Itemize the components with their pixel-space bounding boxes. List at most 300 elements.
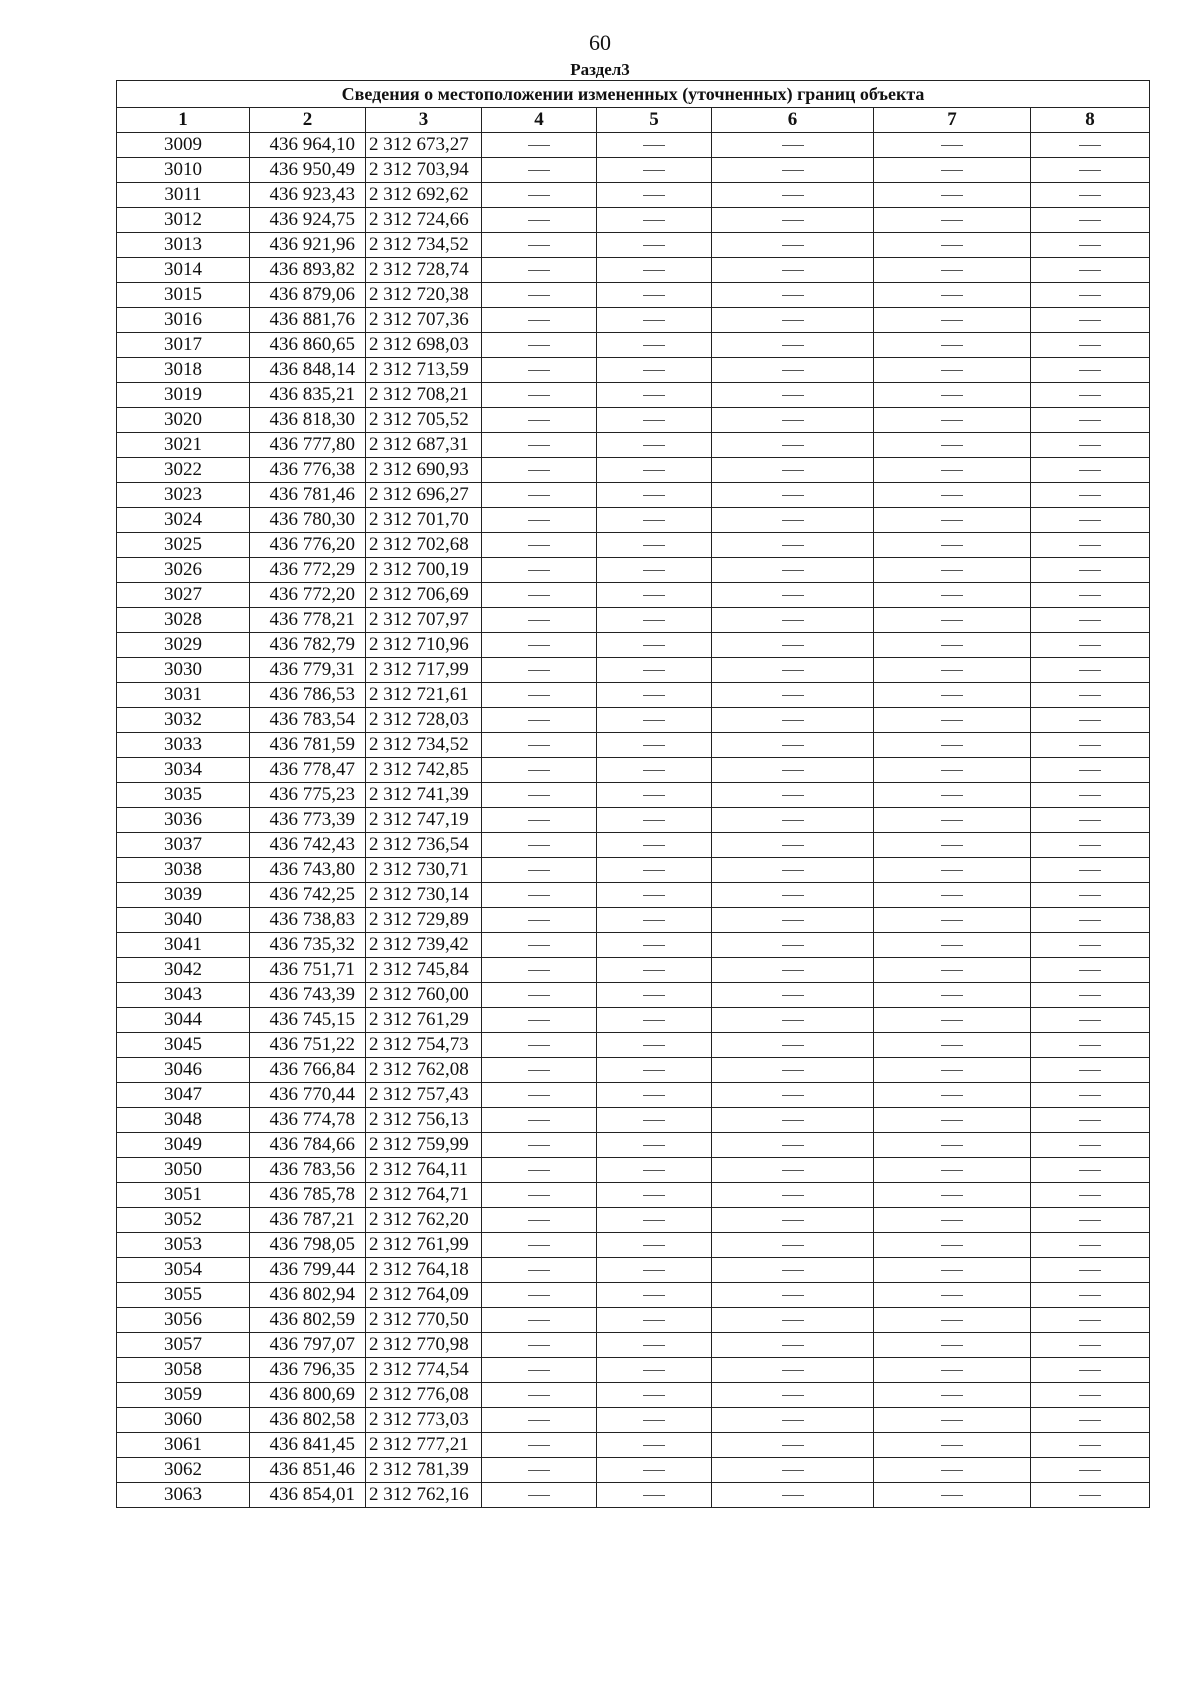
x-coordinate-cell: 436 797,07: [250, 1333, 366, 1358]
table-row: [117, 483, 1150, 508]
empty-cell: [1031, 1408, 1150, 1433]
y-coordinate-cell: 2 312 747,19: [366, 808, 482, 833]
dash-mark: [528, 1495, 550, 1496]
table-row: [117, 908, 1150, 933]
x-coordinate-cell: 436 881,76: [250, 308, 366, 333]
dash-mark: [782, 1470, 804, 1471]
empty-cell: [712, 133, 874, 158]
y-coordinate-cell: 2 312 745,84: [366, 958, 482, 983]
dash-mark: [941, 195, 963, 196]
empty-cell: [712, 183, 874, 208]
point-number-cell: 3026: [117, 558, 250, 583]
dash-mark: [528, 445, 550, 446]
dash-mark: [1079, 520, 1101, 521]
dash-mark: [528, 620, 550, 621]
empty-cell: [482, 208, 597, 233]
empty-cell: [712, 908, 874, 933]
x-coordinate-cell: 436 751,22: [250, 1033, 366, 1058]
dash-mark: [528, 1295, 550, 1296]
empty-cell: [874, 983, 1031, 1008]
table-row: [117, 1333, 1150, 1358]
dash-mark: [643, 1495, 665, 1496]
empty-cell: [482, 683, 597, 708]
empty-cell: [712, 1283, 874, 1308]
x-coordinate-cell: 436 879,06: [250, 283, 366, 308]
empty-cell: [482, 508, 597, 533]
empty-cell: [482, 583, 597, 608]
empty-cell: [1031, 1133, 1150, 1158]
y-coordinate-cell: 2 312 770,50: [366, 1308, 482, 1333]
dash-mark: [1079, 220, 1101, 221]
empty-cell: [712, 258, 874, 283]
empty-cell: [482, 458, 597, 483]
empty-cell: [874, 1183, 1031, 1208]
dash-mark: [941, 845, 963, 846]
dash-mark: [1079, 1345, 1101, 1346]
y-coordinate-cell: 2 312 730,14: [366, 883, 482, 908]
dash-mark: [782, 170, 804, 171]
empty-cell: [874, 808, 1031, 833]
dash-mark: [1079, 720, 1101, 721]
dash-mark: [643, 1245, 665, 1246]
table-row: [117, 733, 1150, 758]
x-coordinate-cell: 436 751,71: [250, 958, 366, 983]
dash-mark: [643, 745, 665, 746]
point-number-cell: 3058: [117, 1358, 250, 1383]
empty-cell: [597, 208, 712, 233]
dash-mark: [941, 295, 963, 296]
table-caption: Сведения о местоположении измененных (уточненных) границ объекта: [117, 81, 1150, 108]
x-coordinate-cell: 436 778,21: [250, 608, 366, 633]
empty-cell: [1031, 1433, 1150, 1458]
empty-cell: [482, 1008, 597, 1033]
x-coordinate-cell: 436 766,84: [250, 1058, 366, 1083]
dash-mark: [1079, 1495, 1101, 1496]
dash-mark: [528, 920, 550, 921]
dash-mark: [643, 720, 665, 721]
table-row: [117, 333, 1150, 358]
dash-mark: [643, 1170, 665, 1171]
x-coordinate-cell: 436 743,80: [250, 858, 366, 883]
dash-mark: [643, 620, 665, 621]
x-coordinate-cell: 436 777,80: [250, 433, 366, 458]
dash-mark: [941, 245, 963, 246]
empty-cell: [1031, 1208, 1150, 1233]
empty-cell: [1031, 1233, 1150, 1258]
point-number-cell: 3057: [117, 1333, 250, 1358]
y-coordinate-cell: 2 312 705,52: [366, 408, 482, 433]
y-coordinate-cell: 2 312 696,27: [366, 483, 482, 508]
empty-cell: [712, 1358, 874, 1383]
dash-mark: [941, 1470, 963, 1471]
dash-mark: [941, 770, 963, 771]
empty-cell: [1031, 183, 1150, 208]
empty-cell: [712, 1308, 874, 1333]
dash-mark: [1079, 195, 1101, 196]
table-row: [117, 533, 1150, 558]
table-row: [117, 458, 1150, 483]
dash-mark: [782, 995, 804, 996]
point-number-cell: 3051: [117, 1183, 250, 1208]
empty-cell: [482, 483, 597, 508]
x-coordinate-cell: 436 742,25: [250, 883, 366, 908]
empty-cell: [874, 833, 1031, 858]
empty-cell: [482, 133, 597, 158]
point-number-cell: 3046: [117, 1058, 250, 1083]
y-coordinate-cell: 2 312 762,16: [366, 1483, 482, 1508]
dash-mark: [782, 820, 804, 821]
table-row: [117, 633, 1150, 658]
empty-cell: [874, 783, 1031, 808]
empty-cell: [482, 1183, 597, 1208]
empty-cell: [712, 1158, 874, 1183]
table-row: [117, 883, 1150, 908]
dash-mark: [643, 645, 665, 646]
y-coordinate-cell: 2 312 707,36: [366, 308, 482, 333]
empty-cell: [597, 1308, 712, 1333]
empty-cell: [712, 1133, 874, 1158]
point-number-cell: 3033: [117, 733, 250, 758]
y-coordinate-cell: 2 312 703,94: [366, 158, 482, 183]
empty-cell: [874, 383, 1031, 408]
empty-cell: [597, 433, 712, 458]
dash-mark: [1079, 795, 1101, 796]
empty-cell: [712, 658, 874, 683]
empty-cell: [482, 883, 597, 908]
empty-cell: [712, 508, 874, 533]
point-number-cell: 3028: [117, 608, 250, 633]
empty-cell: [874, 183, 1031, 208]
y-coordinate-cell: 2 312 687,31: [366, 433, 482, 458]
y-coordinate-cell: 2 312 762,08: [366, 1058, 482, 1083]
empty-cell: [482, 1133, 597, 1158]
empty-cell: [482, 433, 597, 458]
dash-mark: [528, 1320, 550, 1321]
empty-cell: [597, 1483, 712, 1508]
dash-mark: [941, 1395, 963, 1396]
empty-cell: [874, 433, 1031, 458]
empty-cell: [874, 958, 1031, 983]
empty-cell: [1031, 1458, 1150, 1483]
dash-mark: [941, 445, 963, 446]
dash-mark: [782, 1145, 804, 1146]
table-row: [117, 983, 1150, 1008]
empty-cell: [874, 283, 1031, 308]
dash-mark: [782, 220, 804, 221]
dash-mark: [643, 670, 665, 671]
empty-cell: [482, 1433, 597, 1458]
dash-mark: [643, 1220, 665, 1221]
empty-cell: [1031, 258, 1150, 283]
dash-mark: [1079, 1070, 1101, 1071]
empty-cell: [1031, 808, 1150, 833]
x-coordinate-cell: 436 742,43: [250, 833, 366, 858]
empty-cell: [597, 683, 712, 708]
point-number-cell: 3010: [117, 158, 250, 183]
dash-mark: [782, 945, 804, 946]
y-coordinate-cell: 2 312 764,18: [366, 1258, 482, 1283]
dash-mark: [941, 1070, 963, 1071]
empty-cell: [1031, 383, 1150, 408]
column-header-8: 8: [1031, 108, 1150, 133]
table-row: [117, 1058, 1150, 1083]
empty-cell: [874, 358, 1031, 383]
point-number-cell: 3045: [117, 1033, 250, 1058]
x-coordinate-cell: 436 783,54: [250, 708, 366, 733]
dash-mark: [528, 695, 550, 696]
y-coordinate-cell: 2 312 710,96: [366, 633, 482, 658]
dash-mark: [782, 795, 804, 796]
point-number-cell: 3020: [117, 408, 250, 433]
empty-cell: [874, 583, 1031, 608]
x-coordinate-cell: 436 785,78: [250, 1183, 366, 1208]
point-number-cell: 3024: [117, 508, 250, 533]
table-row: [117, 1208, 1150, 1233]
y-coordinate-cell: 2 312 739,42: [366, 933, 482, 958]
dash-mark: [1079, 1245, 1101, 1246]
x-coordinate-cell: 436 818,30: [250, 408, 366, 433]
empty-cell: [482, 1108, 597, 1133]
empty-cell: [597, 1083, 712, 1108]
dash-mark: [528, 495, 550, 496]
dash-mark: [643, 1195, 665, 1196]
empty-cell: [874, 1358, 1031, 1383]
dash-mark: [941, 1495, 963, 1496]
dash-mark: [941, 645, 963, 646]
empty-cell: [712, 883, 874, 908]
dash-mark: [782, 695, 804, 696]
dash-mark: [643, 395, 665, 396]
dash-mark: [782, 895, 804, 896]
dash-mark: [1079, 995, 1101, 996]
dash-mark: [782, 420, 804, 421]
dash-mark: [941, 870, 963, 871]
table-row: [117, 308, 1150, 333]
dash-mark: [1079, 1270, 1101, 1271]
empty-cell: [712, 958, 874, 983]
empty-cell: [1031, 908, 1150, 933]
empty-cell: [597, 583, 712, 608]
dash-mark: [1079, 845, 1101, 846]
point-number-cell: 3063: [117, 1483, 250, 1508]
dash-mark: [782, 1345, 804, 1346]
dash-mark: [782, 245, 804, 246]
dash-mark: [782, 870, 804, 871]
dash-mark: [643, 345, 665, 346]
point-number-cell: 3052: [117, 1208, 250, 1233]
dash-mark: [1079, 495, 1101, 496]
empty-cell: [1031, 1358, 1150, 1383]
dash-mark: [528, 320, 550, 321]
empty-cell: [482, 1383, 597, 1408]
empty-cell: [874, 1408, 1031, 1433]
empty-cell: [597, 858, 712, 883]
empty-cell: [482, 1233, 597, 1258]
table-row: [117, 1158, 1150, 1183]
dash-mark: [528, 195, 550, 196]
dash-mark: [1079, 1295, 1101, 1296]
empty-cell: [1031, 1158, 1150, 1183]
x-coordinate-cell: 436 772,20: [250, 583, 366, 608]
dash-mark: [643, 245, 665, 246]
dash-mark: [528, 645, 550, 646]
empty-cell: [597, 1333, 712, 1358]
x-coordinate-cell: 436 781,59: [250, 733, 366, 758]
column-header-6: 6: [712, 108, 874, 133]
empty-cell: [482, 858, 597, 883]
dash-mark: [643, 295, 665, 296]
point-number-cell: 3048: [117, 1108, 250, 1133]
empty-cell: [597, 1108, 712, 1133]
table-row: [117, 183, 1150, 208]
section-title: Раздел3: [570, 60, 630, 79]
empty-cell: [874, 333, 1031, 358]
empty-cell: [1031, 1308, 1150, 1333]
point-number-cell: 3032: [117, 708, 250, 733]
empty-cell: [874, 258, 1031, 283]
dash-mark: [941, 370, 963, 371]
table-row: [117, 283, 1150, 308]
dash-mark: [528, 1120, 550, 1121]
dash-mark: [782, 445, 804, 446]
y-coordinate-cell: 2 312 721,61: [366, 683, 482, 708]
empty-cell: [1031, 758, 1150, 783]
column-header-row: [117, 108, 1150, 133]
x-coordinate-cell: 436 921,96: [250, 233, 366, 258]
dash-mark: [1079, 1220, 1101, 1221]
x-coordinate-cell: 436 774,78: [250, 1108, 366, 1133]
table-row: [117, 233, 1150, 258]
empty-cell: [597, 1408, 712, 1433]
table-row: [117, 1383, 1150, 1408]
dash-mark: [782, 1195, 804, 1196]
empty-cell: [874, 208, 1031, 233]
y-coordinate-cell: 2 312 754,73: [366, 1033, 482, 1058]
empty-cell: [1031, 658, 1150, 683]
empty-cell: [1031, 1258, 1150, 1283]
dash-mark: [1079, 1145, 1101, 1146]
empty-cell: [597, 1383, 712, 1408]
empty-cell: [482, 1483, 597, 1508]
empty-cell: [874, 408, 1031, 433]
dash-mark: [1079, 945, 1101, 946]
point-number-cell: 3043: [117, 983, 250, 1008]
dash-mark: [782, 395, 804, 396]
x-coordinate-cell: 436 802,94: [250, 1283, 366, 1308]
dash-mark: [528, 970, 550, 971]
dash-mark: [643, 1320, 665, 1321]
dash-mark: [643, 195, 665, 196]
dash-mark: [1079, 1170, 1101, 1171]
y-coordinate-cell: 2 312 702,68: [366, 533, 482, 558]
dash-mark: [1079, 470, 1101, 471]
dash-mark: [1079, 1195, 1101, 1196]
y-coordinate-cell: 2 312 774,54: [366, 1358, 482, 1383]
dash-mark: [1079, 570, 1101, 571]
x-coordinate-cell: 436 848,14: [250, 358, 366, 383]
y-coordinate-cell: 2 312 756,13: [366, 1108, 482, 1133]
dash-mark: [782, 520, 804, 521]
empty-cell: [482, 808, 597, 833]
dash-mark: [643, 770, 665, 771]
dash-mark: [782, 320, 804, 321]
empty-cell: [482, 783, 597, 808]
empty-cell: [874, 483, 1031, 508]
empty-cell: [712, 1408, 874, 1433]
empty-cell: [874, 733, 1031, 758]
x-coordinate-cell: 436 802,59: [250, 1308, 366, 1333]
empty-cell: [597, 958, 712, 983]
empty-cell: [1031, 883, 1150, 908]
empty-cell: [482, 358, 597, 383]
empty-cell: [712, 633, 874, 658]
point-number-cell: 3040: [117, 908, 250, 933]
point-number-cell: 3030: [117, 658, 250, 683]
table-row: [117, 1433, 1150, 1458]
dash-mark: [941, 895, 963, 896]
empty-cell: [597, 883, 712, 908]
dash-mark: [643, 470, 665, 471]
dash-mark: [941, 1320, 963, 1321]
dash-mark: [528, 270, 550, 271]
dash-mark: [643, 170, 665, 171]
empty-cell: [874, 1258, 1031, 1283]
dash-mark: [941, 1095, 963, 1096]
empty-cell: [712, 808, 874, 833]
empty-cell: [712, 233, 874, 258]
dash-mark: [528, 545, 550, 546]
y-coordinate-cell: 2 312 759,99: [366, 1133, 482, 1158]
dash-mark: [643, 1120, 665, 1121]
dash-mark: [528, 995, 550, 996]
x-coordinate-cell: 436 776,38: [250, 458, 366, 483]
dash-mark: [1079, 1420, 1101, 1421]
dash-mark: [643, 320, 665, 321]
x-coordinate-cell: 436 776,20: [250, 533, 366, 558]
empty-cell: [1031, 783, 1150, 808]
empty-cell: [482, 833, 597, 858]
x-coordinate-cell: 436 800,69: [250, 1383, 366, 1408]
dash-mark: [941, 545, 963, 546]
empty-cell: [712, 783, 874, 808]
empty-cell: [482, 1083, 597, 1108]
dash-mark: [528, 1095, 550, 1096]
empty-cell: [597, 383, 712, 408]
dash-mark: [782, 1020, 804, 1021]
column-header-1: 1: [117, 108, 250, 133]
empty-cell: [1031, 708, 1150, 733]
empty-cell: [597, 908, 712, 933]
dash-mark: [782, 720, 804, 721]
table-row: [117, 1133, 1150, 1158]
dash-mark: [528, 145, 550, 146]
dash-mark: [941, 420, 963, 421]
empty-cell: [712, 1033, 874, 1058]
x-coordinate-cell: 436 835,21: [250, 383, 366, 408]
empty-cell: [1031, 1483, 1150, 1508]
empty-cell: [1031, 158, 1150, 183]
empty-cell: [712, 408, 874, 433]
dash-mark: [528, 1195, 550, 1196]
dash-mark: [1079, 295, 1101, 296]
point-number-cell: 3027: [117, 583, 250, 608]
empty-cell: [482, 308, 597, 333]
empty-cell: [597, 333, 712, 358]
empty-cell: [482, 1308, 597, 1333]
empty-cell: [1031, 1058, 1150, 1083]
dash-mark: [782, 1420, 804, 1421]
dash-mark: [941, 945, 963, 946]
